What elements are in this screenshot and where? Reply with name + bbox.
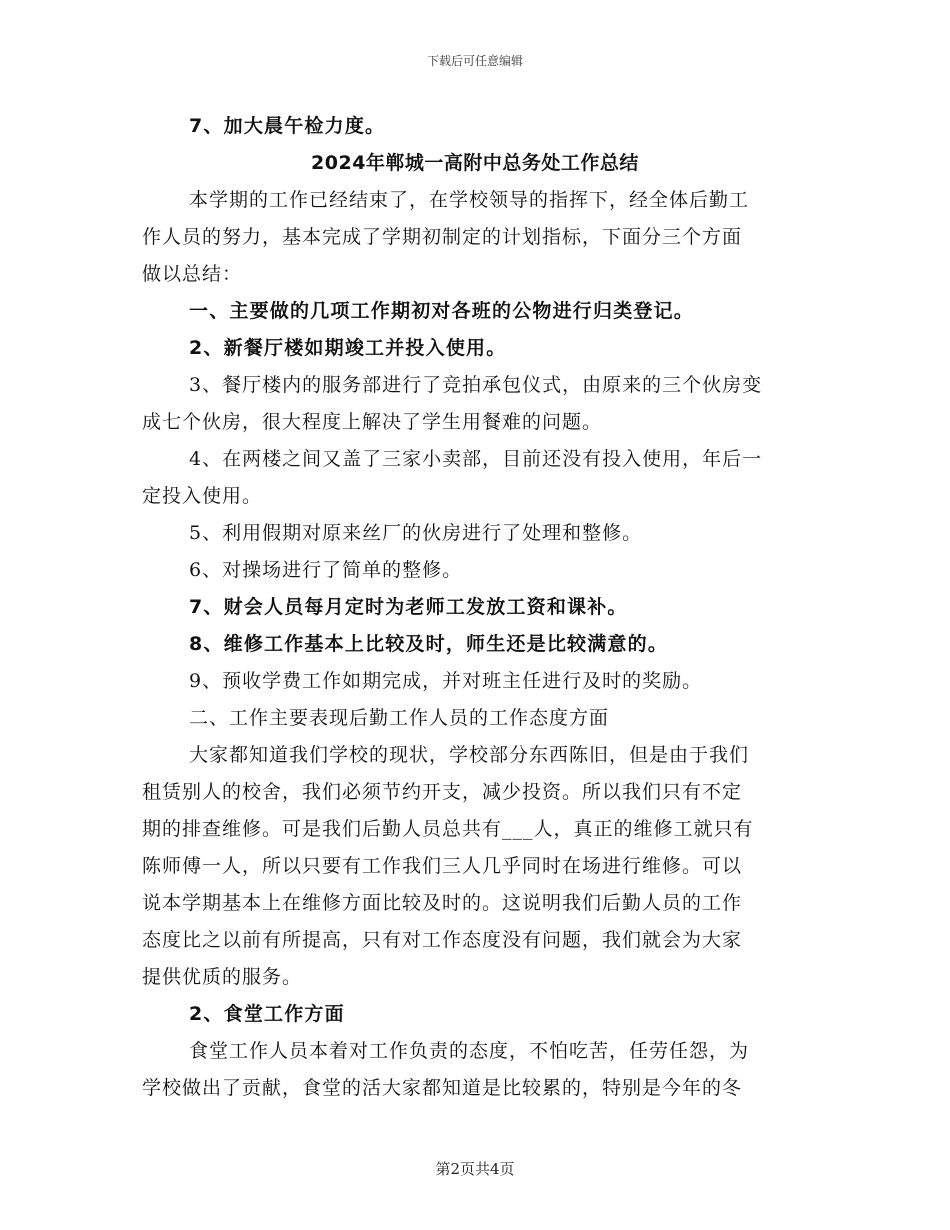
canteen-paragraph: [142, 1033, 808, 1107]
paragraph-line: 租赁别人的校舍，我们必须节约开支，减少投资。所以我们只有不定: [142, 781, 743, 803]
item-6: 6、对操场进行了简单的整修。: [189, 559, 463, 581]
header-note: 下载后可任意编辑: [426, 54, 523, 68]
paragraph-line: 食堂工作人员本着对工作负责的态度，不怕吃苦，任劳任怨，为: [189, 1040, 750, 1062]
item-7: 7、财会人员每月定时为老师工发放工资和课补。: [189, 596, 628, 618]
document-body: [142, 108, 808, 1107]
paragraph-line: 说本学期基本上在维修方面比较及时的。这说明我们后勤人员的工作: [142, 892, 743, 914]
item-9: 9、预收学费工作如期完成，并对班主任进行及时的奖励。: [189, 670, 703, 692]
item-2: 2、新餐厅楼如期竣工并投入使用。: [189, 337, 507, 359]
paragraph-line: 做以总结：: [142, 263, 243, 285]
paragraph-line: 本学期的工作已经结束了，在学校领导的指挥下，经全体后勤工: [189, 189, 750, 211]
paragraph-line: 作人员的努力，基本完成了学期初制定的计划指标，下面分三个方面: [142, 226, 743, 248]
paragraph-line: 成七个伙房，很大程度上解决了学生用餐难的问题。: [142, 411, 603, 433]
paragraph-line: 大家都知道我们学校的现状，学校部分东西陈旧，但是由于我们: [189, 744, 750, 766]
paragraph-line: 学校做出了贡献，食堂的活大家都知道是比较累的，特别是今年的冬: [142, 1077, 743, 1099]
section-2-paragraph: [142, 737, 808, 996]
canteen-heading: 2、食堂工作方面: [189, 1003, 345, 1025]
morning-check-item: 7、加大晨午检力度。: [189, 115, 386, 137]
page-number-footer: 第2页共4页: [435, 1160, 515, 1178]
section-1-heading: 一、主要做的几项工作期初对各班的公物进行归类登记。: [189, 300, 695, 322]
paragraph-line: 陈师傅一人，所以只要有工作我们三人几乎同时在场进行维修。可以: [142, 855, 743, 877]
item-8: 8、维修工作基本上比较及时，师生还是比较满意的。: [189, 633, 669, 655]
item-5: 5、利用假期对原来丝厂的伙房进行了处理和整修。: [189, 522, 643, 544]
paragraph-line: 期的排查维修。可是我们后勤人员总共有___人，真正的维修工就只有: [142, 818, 754, 840]
paragraph-line: 提供优质的服务。: [142, 966, 303, 988]
paragraph-line: 态度比之以前有所提高，只有对工作态度没有问题，我们就会为大家: [142, 929, 743, 951]
intro-paragraph: [142, 182, 808, 293]
section-2-heading: 二、工作主要表现后勤工作人员的工作态度方面: [189, 707, 610, 729]
paragraph-line: 定投入使用。: [142, 485, 263, 507]
paragraph-line: 3、餐厅楼内的服务部进行了竞拍承包仪式，由原来的三个伙房变: [189, 374, 763, 396]
paragraph-line: 4、在两楼之间又盖了三家小卖部，目前还没有投入使用，年后一: [189, 448, 763, 470]
item-4: [142, 441, 808, 515]
item-3: [142, 367, 808, 441]
document-title: 2024年郸城一高附中总务处工作总结: [311, 152, 639, 174]
